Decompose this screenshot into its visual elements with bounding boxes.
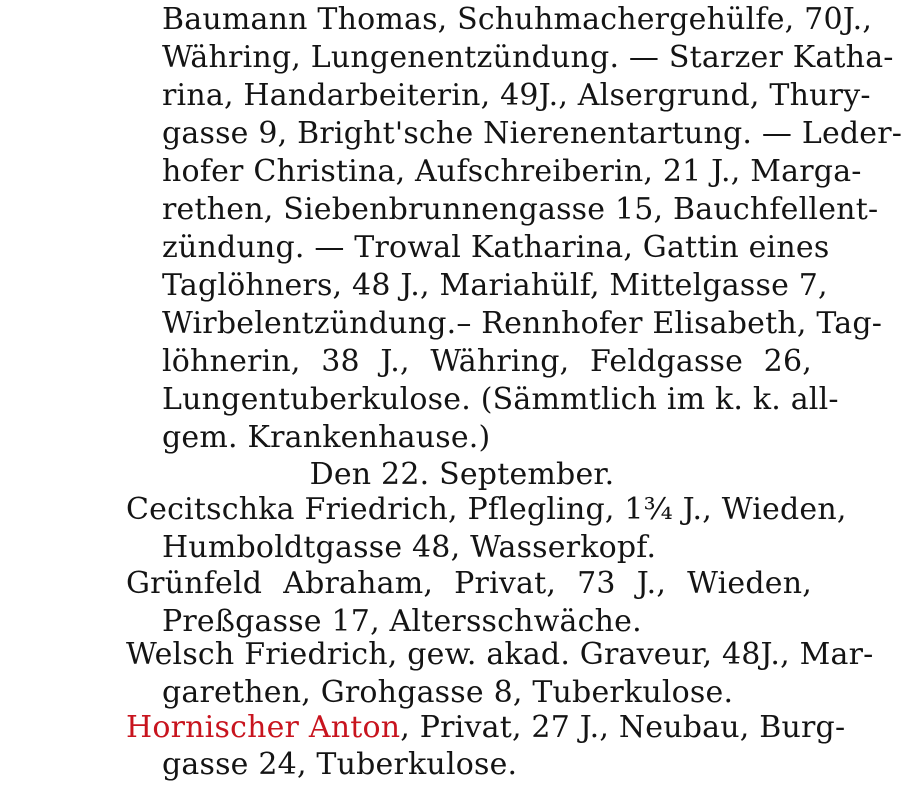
entry-line: rethen, Siebenbrunnengasse 15, Bauchfellent- <box>162 192 879 227</box>
entry-line: Wirbelentzündung.– Rennhofer Elisabeth, Tag- <box>162 306 883 341</box>
date-heading: Den 22. September. <box>309 457 615 492</box>
entry-line: gem. Krankenhause.) <box>162 420 491 455</box>
highlighted-name: Hornischer Anton <box>126 710 401 745</box>
entry-first-line: Cecitschka Friedrich, Pflegling, 1¾ J., Wieden, <box>126 492 847 527</box>
highlighted-entry-first-line <box>126 710 846 746</box>
entry-continuation-line: Humboldtgasse 48, Wasserkopf. <box>162 530 657 565</box>
entry-first-line: Welsch Friedrich, gew. akad. Graveur, 48J., Mar- <box>126 637 874 672</box>
entry-line: Baumann Thomas, Schuhmachergehülfe, 70J., <box>162 2 873 37</box>
highlighted-entry-rest: , Privat, 27 J., Neubau, Burg- <box>400 710 846 745</box>
entry-line: rina, Handarbeiterin, 49J., Alsergrund, Thury- <box>162 78 871 113</box>
entry-line: zündung. — Trowal Katharina, Gattin eines <box>162 230 830 265</box>
entry-line: Währing, Lungenentzündung. — Starzer Katha- <box>162 40 894 75</box>
entry-continuation-line: garethen, Grohgasse 8, Tuberkulose. <box>162 675 734 710</box>
entry-line: Lungentuberkulose. (Sämmtlich im k. k. all- <box>162 382 839 417</box>
entry-line: hofer Christina, Aufschreiberin, 21 J., Marga- <box>162 154 862 189</box>
entry-line: Taglöhners, 48 J., Mariahülf, Mittelgasse 7, <box>162 268 828 303</box>
entry-line: löhnerin, 38 J., Währing, Feldgasse 26, <box>162 344 812 379</box>
entry-line: gasse 9, Bright'sche Nierenentartung. — Leder- <box>162 116 903 151</box>
highlighted-entry-continuation-line: gasse 24, Tuberkulose. <box>162 747 518 782</box>
entry-first-line: Grünfeld Abraham, Privat, 73 J., Wieden, <box>126 566 812 601</box>
entry-continuation-line: Preßgasse 17, Altersschwäche. <box>162 604 642 639</box>
